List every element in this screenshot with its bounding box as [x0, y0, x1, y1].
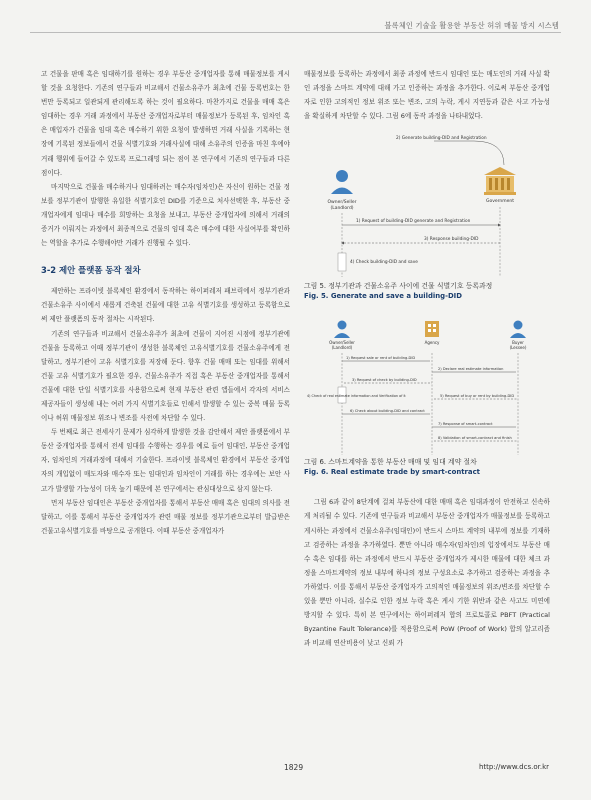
step-3-label: 3) Response building-DID: [424, 237, 479, 243]
paragraph: 먼저 부동산 임대인은 부동산 중개업자를 통해서 부동산 매매 혹은 임대의 의사를 전달하고, 이를 통해서 부동산 중개업자가 관련 매물 정보를 정부기관으로부터 발급받은 건물고유식별기호를 바탕으로 공개한다. 이때 부동산 중개업자가: [41, 498, 290, 535]
actor-agency-label: Agency: [424, 340, 440, 346]
step-2-label: 2) Declare real estimate information: [438, 367, 504, 372]
step-6-label: 6) Check about building-DID and contract: [350, 409, 425, 414]
paragraph: 제안하는 프라이빗 블록체인 환경에서 동작하는 하이퍼레저 패브릭에서 정부기관과 건물소유주 사이에서 새롭게 건축된 건물에 대한 고유 식별기호를 생성하고 등록함으로써 제안 플랫폼의 동작 절차는 시작된다.: [41, 287, 290, 324]
step-5-label: 5) Request of buy or rent by building-DID: [440, 394, 515, 399]
paragraph: 매물정보를 등록하는 과정에서 최종 과정에 반드시 임대인 또는 매도인의 거래 사실 확인 과정을 스마트 계약에 대해 가고 인증하는 과정을 추가한다. 이로써 부동산 중개업자로 인한 고의적인 정보 위조 또는 변조, 고의 누락, 게시 지연등과 같은 사고 가능성을 확실하게 차단할 수 있다. 그림 6에 동작 과정을 나타내었다.: [304, 70, 550, 121]
figure-5-caption-en: Fig. 5. Generate and save a building-DID: [304, 292, 462, 301]
actor-owner-label: Owner/Seller: [329, 340, 355, 346]
person-icon: [510, 321, 526, 339]
person-icon: [331, 170, 353, 194]
figure-5-diagram: [304, 131, 550, 281]
paragraph: 그림 6과 같이 8단계에 걸쳐 부동산에 대한 매매 혹은 임대과정이 안전하고 신속하게 처리될 수 있다. 기존에 연구들과 비교해서 부동산 중개업자가 매물정보를 등록하고 게시하는 과정에서 건물소유주(임대인)이 반드시 스마트 계약의 내부에 정보를 기재하고 검증하는 과정을 추가하였다. 뿐만 아니라 매수자(임차인)의 입장에서도 부동산 매수 혹은 임대를 하는 과정에서 반드시 부동산 중개업자가 제시한 매물에 대한 체크 과정을 스마트계약의 정보 내부에 하나의 정보 구성요소로 추가하고 검증하는 과정을 추가하였다. 이를 통해서 부동산 중개업자가 고의적인 매물정보의 위조/변조를 차단할 수 있을 뿐만 아니라, 실수로 인한 정보 누락 혹은 게시 기한 위반과 같은 사고도 미연에 방지할 수 있다. 특히 본 연구에서는 하이퍼레저 합의 프로토콜로 PBFT (Practical Byzantine Fault Tolerance)를 적용함으로써 PoW (Proof of Work) 합의 알고리즘과 비교해 연산비용이 낮고 신뢰 가: [304, 498, 550, 648]
step-4-label: 4) Check of real estimate information and Verification of it: [307, 394, 406, 399]
paragraph: 두 번째로 최근 전세사기 문제가 심각하게 발생한 것을 감안해서 제안 플랫폼에서 부동산 중개업자를 통해서 전세 임대를 수행하는 경우를 예로 들어 임대인, 부동산 중개업자, 임차인의 거래과정에 대해서 기술한다. 프라이빗 블록체인 환경에서 부동산 중개업자의 개입없이 매도자와 매수자 또는 임대인과 임차인이 거래를 하는 경우에는 보안 사고가 발생할 가능성이 더욱 높기 때문에 본 연구에서는 관심대상으로 삼지 않는다.: [41, 428, 290, 493]
actor-owner-label: Owner/Seller: [327, 200, 357, 206]
left-column: [41, 67, 290, 538]
activation-bar: [338, 253, 346, 271]
paragraph: 기존의 연구들과 비교해서 건물소유주가 최초에 건물이 지어진 시점에 정부기관에 건물을 등록하고 이때 정부기관이 생성한 블록체인 고유식별기호를 건물소유주에게 전달하고, 정부기관이 고유 식별기호를 저장해 둔다. 향후 건물 매매 또는 임대를 위해서 건물 고유 식별기호가 필요한 경우, 건물소유주가 직접 혹은 부동산 중개업자를 통해서 건물에 대한 단일 식별기호를 사용함으로써 현재 부동산 관련 앱들에서 각자의 서비스 제공자들이 생성해 내는 여러 가지 식별기호들로 인해서 발생할 수 있는 중복 매물 등록이나 허위 매물정보 위조나 변조를 사전에 차단할 수 있다.: [41, 329, 290, 423]
step-3-label: 3) Request of check by building-DID: [352, 378, 417, 383]
actor-owner-sublabel: (Landlord): [331, 345, 353, 351]
step-7-label: 7) Response of smart-contract: [438, 422, 493, 427]
figure-6-caption-en: Fig. 6. Real estimate trade by smart-contract: [304, 468, 480, 477]
figure-6-diagram: [304, 317, 550, 457]
person-icon: [334, 321, 350, 339]
paragraph: 고 건물을 판매 혹은 임대하기를 원하는 경우 부동산 중개업자를 통해 매물정보를 게시할 것을 요청한다. 기존의 연구들과 비교해서 건물소유주가 최초에 건물 등록번호는 한번만 등록되고 일관되게 관리해도록 하는 것이 필요하다. 마찬가지로 건물을 매매 혹은 임대하는 경우 거래 과정에서 부동산 중개업자로부터 매물정보가 등록된 후, 임차인 혹은 매입자가 건물을 임대 혹은 매수하기 위한 요청이 발생하면 거래 사실을 기록하는 현장에 기록된 정보들에서 건물 식별기호와 거래사실에 대해 소유주의 인증을 마친 후에야 거래 행위에 들어갈 수 있도록 프로그래밍 되는 점이 본 연구에서 기존의 연구들과 다른 점이다.: [41, 70, 290, 177]
figure-6-caption-ko: 그림 6. 스마트계약을 통한 부동산 매매 및 임대 계약 절차: [304, 458, 477, 467]
actor-buyer-label: Buyer: [512, 340, 524, 346]
figure-6: [304, 317, 550, 477]
actor-owner-sublabel: (Landlord): [330, 206, 354, 212]
step-4-label: 4) Check building-DID and save: [350, 260, 418, 266]
agency-icon: [425, 321, 439, 337]
actor-buyer-sublabel: (Lessee): [509, 345, 527, 351]
step-1-label: 1) Request sale or rent of building-DID: [346, 356, 416, 361]
figure-5-caption-ko: 그림 5. 정부기관과 건물소유주 사이에 건물 식별기호 등록과정: [304, 282, 493, 291]
page-number: 1829: [284, 763, 304, 772]
loop-arrow: [434, 141, 504, 165]
journal-url: http://www.dcs.or.kr: [478, 763, 549, 771]
actor-gov-label: Government: [485, 199, 515, 205]
paragraph: 마지막으로 건물을 매수하거나 임대하려는 매수자(임차인)은 자신이 원하는 건물 정보를 정부기관이 발행한 유일한 식별기호인 DID를 기준으로 처사선택한 후, 부동산 중개업자에게 임대나 매수를 희망하는 요청을 보내고, 부동산 중개업자에 의해서 거래의 증거가 이뤄지는 과정에서 최종적으로 건물의 임대 혹은 매수에 대한 사실여부를 확인하는 역할을 추가로 수행해야만 거래가 진행될 수 있다.: [41, 182, 290, 248]
step-8-label: 8) Validation of smart-contract and finish: [438, 436, 512, 441]
figure-5: [304, 131, 550, 301]
running-header: 블록체인 기술을 활용한 부동산 허위 매물 방지 시스템: [384, 21, 559, 30]
step-2-label: 2) Generate building-DID and Registration: [396, 136, 487, 142]
step-1-label: 1) Request of building-DID generate and Registration: [356, 219, 471, 225]
section-heading: 3-2 제안 플랫폼 동작 절차: [41, 265, 141, 276]
right-column: [304, 67, 550, 650]
header-divider: [30, 32, 561, 33]
government-building-icon: [484, 167, 516, 195]
